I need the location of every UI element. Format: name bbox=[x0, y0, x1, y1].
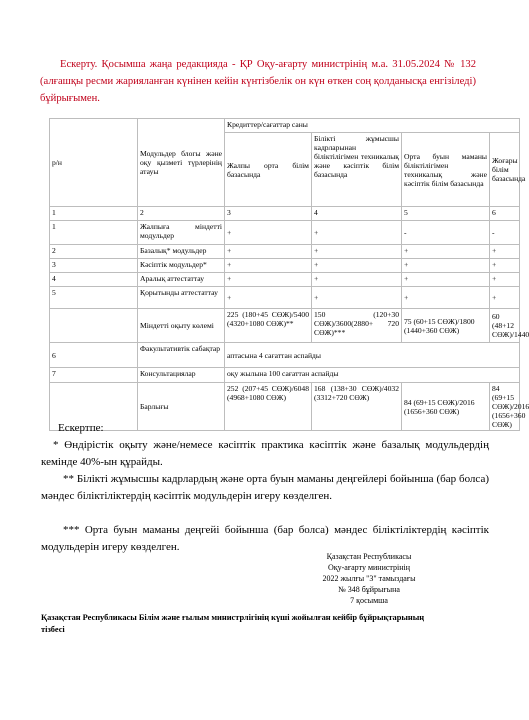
cell-c2: 4 bbox=[312, 207, 402, 221]
table-row bbox=[50, 221, 520, 245]
cell-c1: 225 (180+45 СӨЖ)/5400 (4320+1080 СӨЖ)** bbox=[225, 309, 312, 343]
header-credits: Кредиттер/сағаттар саны bbox=[225, 119, 520, 133]
cell-c2: + bbox=[312, 245, 402, 259]
cell-name: Кәсіптік модульдер* bbox=[138, 259, 225, 273]
cell-no: 3 bbox=[50, 259, 138, 273]
header-col-1: Жалпы орта білім базасында bbox=[225, 133, 312, 207]
cell-c3: + bbox=[402, 259, 490, 273]
cell-c4: - bbox=[490, 221, 520, 245]
cell-span-value: оқу жылына 100 сағаттан аспайды bbox=[225, 368, 520, 383]
table-row bbox=[50, 207, 520, 221]
cell-c3: 75 (60+15 СӨЖ)/1800 (1440+360 СӨЖ) bbox=[402, 309, 490, 343]
cell-no: 4 bbox=[50, 273, 138, 287]
curriculum-table bbox=[49, 118, 529, 431]
cell-c3: + bbox=[402, 287, 490, 309]
cell-c4: + bbox=[490, 287, 520, 309]
cell-name: Барлығы bbox=[138, 383, 225, 431]
cell-no: 2 bbox=[50, 245, 138, 259]
cell-c1: + bbox=[225, 259, 312, 273]
cell-c3: 84 (69+15 СӨЖ)/2016 (1656+360 СӨЖ) bbox=[402, 383, 490, 431]
cell-c2: 150 (120+30 СӨЖ)/3600(2880+ 720 СӨЖ)*** bbox=[312, 309, 402, 343]
cell-c1: + bbox=[225, 245, 312, 259]
cell-name: 2 bbox=[138, 207, 225, 221]
cell-no bbox=[50, 309, 138, 343]
table-row bbox=[50, 287, 520, 309]
footnotes-title: Ескертпе: bbox=[58, 422, 104, 434]
cell-c2: + bbox=[312, 273, 402, 287]
cell-c3: + bbox=[402, 245, 490, 259]
footnote-1: * Өндірістік оқыту және/немесе кәсіптік практика кәсіптік және базалық модульдердің кемінде 40%-ын құрайды. bbox=[41, 439, 489, 468]
appendix-line-5: 7 қосымша bbox=[350, 596, 388, 605]
cell-c4: + bbox=[490, 245, 520, 259]
cell-c1: + bbox=[225, 221, 312, 245]
table-row-electives bbox=[50, 343, 520, 368]
table-row-mandatory bbox=[50, 309, 520, 343]
cell-name: Қорытынды аттестаттау bbox=[138, 287, 225, 309]
cell-no: 6 bbox=[50, 343, 138, 368]
cell-c1: 3 bbox=[225, 207, 312, 221]
cell-name: Жалпыға міндетті модульдер bbox=[138, 221, 225, 245]
cell-c2: + bbox=[312, 259, 402, 273]
cell-c4: 84 (69+15 СӨЖ)/2016 (1656+360 СӨЖ) bbox=[490, 383, 520, 431]
header-modules: Модульдер блогы және оқу қызметі түрлерінің атауы bbox=[138, 119, 225, 207]
table-row bbox=[50, 245, 520, 259]
cell-name: Консультациялар bbox=[138, 368, 225, 383]
cell-c4: 60 (48+12 СӨЖ)/1440 bbox=[490, 309, 520, 343]
appendix-line-3: 2022 жылғы "3" тамыздағы bbox=[322, 574, 416, 583]
cell-no: 5 bbox=[50, 287, 138, 309]
cell-c3: 5 bbox=[402, 207, 490, 221]
appendix-line-4: № 348 бұйрығына bbox=[338, 585, 400, 594]
cell-c2: 168 (138+30 СӨЖ)/4032 (3312+720 СӨЖ) bbox=[312, 383, 402, 431]
cell-c2: + bbox=[312, 287, 402, 309]
cell-c4: + bbox=[490, 259, 520, 273]
appendix-line-1: Қазақстан Республикасы bbox=[326, 552, 412, 561]
cell-no: 1 bbox=[50, 207, 138, 221]
cell-name: Факультативтік сабақтар bbox=[138, 343, 225, 368]
cell-c1: + bbox=[225, 273, 312, 287]
table-row bbox=[50, 273, 520, 287]
cell-c1: + bbox=[225, 287, 312, 309]
cell-c3: + bbox=[402, 273, 490, 287]
appendix-line-2: Оқу-ағарту министрінің bbox=[327, 563, 411, 572]
appendix-reference bbox=[300, 551, 438, 606]
header-row-1 bbox=[50, 119, 520, 133]
cell-span-value: аптасына 4 сағаттан аспайды bbox=[225, 343, 520, 368]
cell-c4: 6 bbox=[490, 207, 520, 221]
table-row-consultations bbox=[50, 368, 520, 383]
cell-name: Базалық* модульдер bbox=[138, 245, 225, 259]
header-col-4: Жоғары білім базасында bbox=[490, 133, 520, 207]
header-col-3: Орта буын маманы біліктілігімен техникалық және кәсіптік білім базасында bbox=[402, 133, 490, 207]
cell-name: Міндетті оқыту көлемі bbox=[138, 309, 225, 343]
footnote-3: *** Орта буын маманы деңгейі бойынша (бар болса) мәндес біліктіліктердің кәсіптік модульдерін игеру көзделген. bbox=[41, 524, 489, 553]
cell-no: 7 bbox=[50, 368, 138, 383]
cell-c1: 252 (207+45 СӨЖ)/6048 (4968+1080 СӨЖ) bbox=[225, 383, 312, 431]
footnote-2: ** Білікті жұмысшы кадрлардың және орта буын маманы деңгейлері бойынша (бар болса) мәндес біліктіліктердің кәсіптік модульдерін игеру көзделген. bbox=[41, 473, 489, 502]
cell-c2: + bbox=[312, 221, 402, 245]
amendment-note: Ескерту. Қосымша жаңа редакцияда - ҚР Оқу-ағарту министрінің м.а. 31.05.2024 № 132 (алғашқы ресми жарияланған күнінен кейін күнтізбелік он күн өткен соң қолданысқа енгізіледі) бұйрығымен. bbox=[40, 59, 476, 104]
table-row bbox=[50, 259, 520, 273]
cell-name: Аралық аттестаттау bbox=[138, 273, 225, 287]
cell-no: 1 bbox=[50, 221, 138, 245]
header-col-2: Білікті жұмысшы кадрларынан біліктілігімен техникалық және кәсіптік білім базасында bbox=[312, 133, 402, 207]
header-no: р/н bbox=[50, 119, 138, 207]
cell-c3: - bbox=[402, 221, 490, 245]
cell-c4: + bbox=[490, 273, 520, 287]
list-title: Қазақстан Республикасы Білім және ғылым министрлігінің күші жойылған кейбір бұйрықтарының тізбесі bbox=[41, 613, 425, 634]
